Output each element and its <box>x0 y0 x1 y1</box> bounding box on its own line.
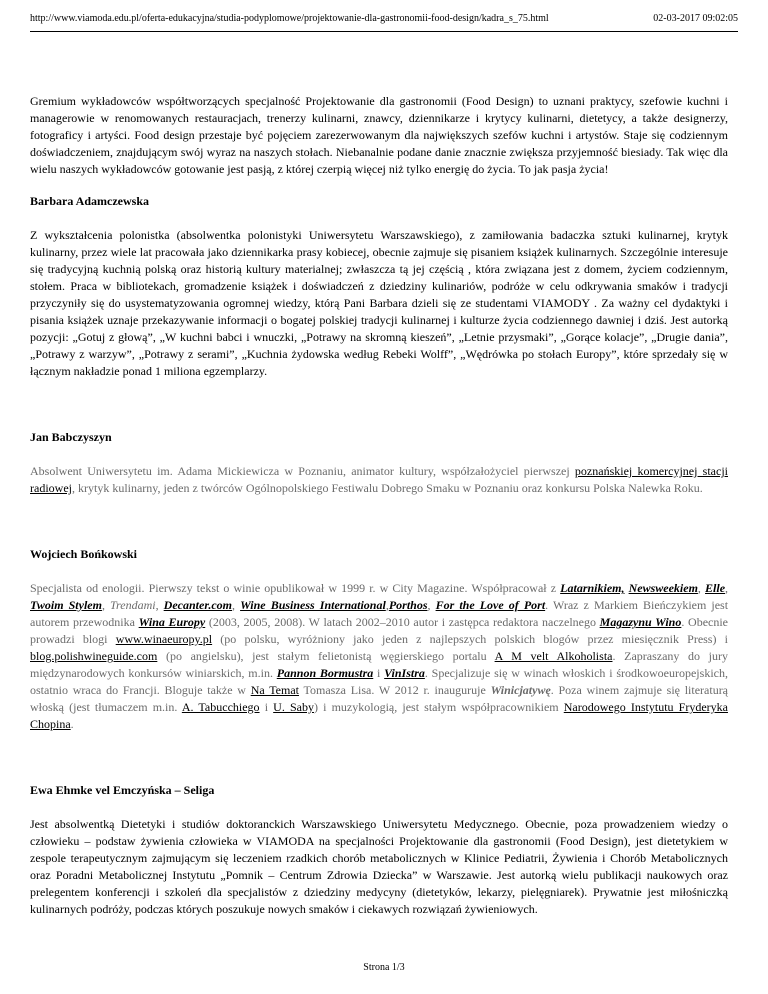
link-pannon-bormustra[interactable]: Pannon Bormustra <box>276 666 374 680</box>
main-content <box>30 93 728 918</box>
link-saba[interactable]: U. Saby <box>273 700 314 714</box>
link-amvelt-alkoholista[interactable]: A M velt Alkoholista <box>494 649 613 663</box>
link-elle[interactable]: Elle <box>705 581 726 595</box>
header-divider <box>30 31 738 32</box>
lecturer-bio-bonkowski: Specjalista od enologii. Pierwszy tekst o winie opublikował w 1999 r. w City Magazine. Współpracował z Latarnikiem, Newsweekiem, Elle, Twoim Stylem, Trendami, Decanter.com, Wine Business International,Porthos, For the Love of Port. Wraz z Markiem Bieńczykiem jest autorem przewodnika Wina Europy (2003, 2005, 2008). W latach 2002–2010 autor i zastępca redaktora naczelnego Magazynu Wino. Obecnie prowadzi blogi www.winaeuropy.pl (po polsku, wyróżniony jako jeden z najlepszych polskich blogów przez miesięcznik Press) i blog.polishwineguide.com (po angielsku), jest stałym felietonistą węgierskiego portalu A M velt Alkoholista. Zapraszany do jury międzynarodowych konkursów winiarskich, m.in. Pannon Bormustra i VinIstra. Specjalizuje się w winach włoskich i środkowoeuropejskich, ostatnio wraca do Francji. Bloguje także w Na Temat Tomasza Lisa. W 2012 r. inauguruje Winicjatywę. Poza winem zajmuje się literaturą włoską (jest tłumaczem m.in. A. Tabucchiego i U. Saby) i muzykologią, jest stałym współpracownikiem Narodowego Instytutu Fryderyka Chopina. <box>30 581 729 731</box>
link-na-temat[interactable]: Na Temat <box>250 683 300 697</box>
link-vinistra[interactable]: VinIstra <box>384 666 425 680</box>
print-header <box>30 13 738 24</box>
lecturer-name-babczyszyn: Jan Babczyszyn <box>30 430 112 444</box>
link-decanter[interactable]: Decanter.com <box>163 598 232 612</box>
lecturer-bio-ehmke: Jest absolwentką Dietetyki i studiów doktoranckich Warszawskiego Uniwersytetu Medycznego. Obecnie, poza prowadzeniem wiedzy o człowieku – podstaw żywienia człowieka w VIAMODA na specjalności Projektowanie dla gastronomii (Food Design), jest dietetykiem w zespole terapeutycznym zajmującym się leczeniem rzadkich chorób metabolicznych w Klinice Pediatrii, Żywienia i Chorób Metabolicznych oraz Poradni Metabolicznej Instytutu „Pomnik – Centrum Zdrowia Dziecka” w Warszawie. Jest autorką wielu publikacji naukowych oraz prelegentem konferencji i szkoleń dla specjalistów z dziedziny medycyny (dietetyków, lekarzy, pielęgniarek). Prywatnie jest miłośniczką kulinarnych podróży, podczas których poszukuje nowych smaków i ciekawych rozwiązań żywieniowych. <box>30 817 728 916</box>
link-porthos[interactable]: Porthos <box>388 598 428 612</box>
lecturer-name-bonkowski: Wojciech Bońkowski <box>30 547 138 561</box>
link-tabucchi[interactable]: A. Tabucchiego <box>181 700 260 714</box>
link-wina-europy[interactable]: Wina Europy <box>138 615 206 629</box>
link-twoj-styl[interactable]: Twoim Stylem <box>30 598 102 612</box>
link-for-the-love-of-port[interactable]: For the Love of Port <box>435 598 546 612</box>
link-newsweek[interactable]: Newsweekiem <box>628 581 698 595</box>
link-winaeuropy[interactable]: www.winaeuropy.pl <box>115 632 213 646</box>
lecturer-name-adamczewska: Barbara Adamczewska <box>30 194 149 208</box>
lecturer-bio-babczyszyn: Absolwent Uniwersytetu im. Adama Mickiewicza w Poznaniu, animator kultury, współzałożyciel pierwszej poznańskiej komercyjnej stacji radiowej, krytyk kulinarny, jeden z twórców Ogólnopolskiego Festiwalu Dobrego Smaku w Poznaniu oraz konkursu Polska Nalewka Roku. <box>30 464 728 495</box>
lecturer-bio-adamczewska: Z wykształcenia polonistka (absolwentka polonistyki Uniwersytetu Warszawskiego), z zamiłowania badaczka sztuki kulinarnej, krytyk kulinarny, przez wiele lat pracowała jako dziennikarka prasy kobiecej, obecnie zajmuje się pisaniem książek kulinarnych. Szczególnie interesuje się tradycyjną kuchnią polską oraz historią kultury materialnej; zwłaszcza tą jej częścią , która związana jest z domem, życiem codziennym, stołem. Praca w bibliotekach, gromadzenie książek i doświadczeń z dziedziny kulinariów, podróże w celu odkrywania smaków i tradycji przyczyniły się do usystematyzowania ogromnej wiedzy, którą Pani Barbara dzieli się ze studentami VIAMODY . Za ważny cel dydaktyki i pisania książek uznaje przekazywanie informacji o bogatej polskiej tradycji kulinarnej i kulturze życia codziennego dawniej i dziś. Jest autorką pozycji: „Gotuj z głową”, „W kuchni babci i wnuczki, „Potrawy na skromną kieszeń”, „Letnie przysmaki”, „Gorące kolacje”, „Drugie dania”, „Potrawy z warzyw”, „Potrawy z serami”, „Kuchnia żydowska według Rebeki Wolff”, „Wędrówka po stołach Europy”, które sprzedały się w łącznym nakładzie ponad 1 miliona egzemplarzy. <box>30 228 728 378</box>
link-wine-business-international[interactable]: Wine Business International <box>240 598 386 612</box>
link-latarnik[interactable]: Latarnikiem, <box>560 581 625 595</box>
page-number: Strona 1/3 <box>363 962 405 973</box>
link-nifc[interactable]: Narodowego Instytutu Fryderyka Chopina <box>30 700 728 731</box>
link-radio-station[interactable]: poznańskiej komercyjnej stacji radiowej <box>30 464 728 495</box>
link-polishwineguide[interactable]: blog.polishwineguide.com <box>30 649 158 663</box>
link-magazyn-wino[interactable]: Magazynu Wino <box>599 615 682 629</box>
page-url: http://www.viamoda.edu.pl/oferta-edukacyjna/studia-podyplomowe/projektowanie-dla-gastronomii-food-design/kadra_s_75.html <box>30 13 549 24</box>
lecturer-name-ehmke: Ewa Ehmke vel Emczyńska – Seliga <box>30 783 215 797</box>
print-datetime: 02-03-2017 09:02:05 <box>653 13 738 24</box>
intro-paragraph: Gremium wykładowców współtworzących specjalność Projektowanie dla gastronomii (Food Design) to uznani praktycy, szefowie kuchni i managerowie w renomowanych restauracjach, trenerzy kulinarni, znawcy, dziennikarze i krytycy kulinarni, dietetycy, a także designerzy, fotograficy i artyści. Food design przestaje być pojęciem zarezerwowanym dla największych szefów kuchni i artystów. Staje się codziennym doświadczeniem, znajdującym swój wyraz na naszych stołach. Niebanalnie podane danie znacznie zwiększa przyjemność biesiady. Tak więc dla wielu naszych wykładowców gotowanie jest pasją, z której czerpią więcej niż tylko energię do życia. To jak pasja życia! <box>30 94 728 176</box>
